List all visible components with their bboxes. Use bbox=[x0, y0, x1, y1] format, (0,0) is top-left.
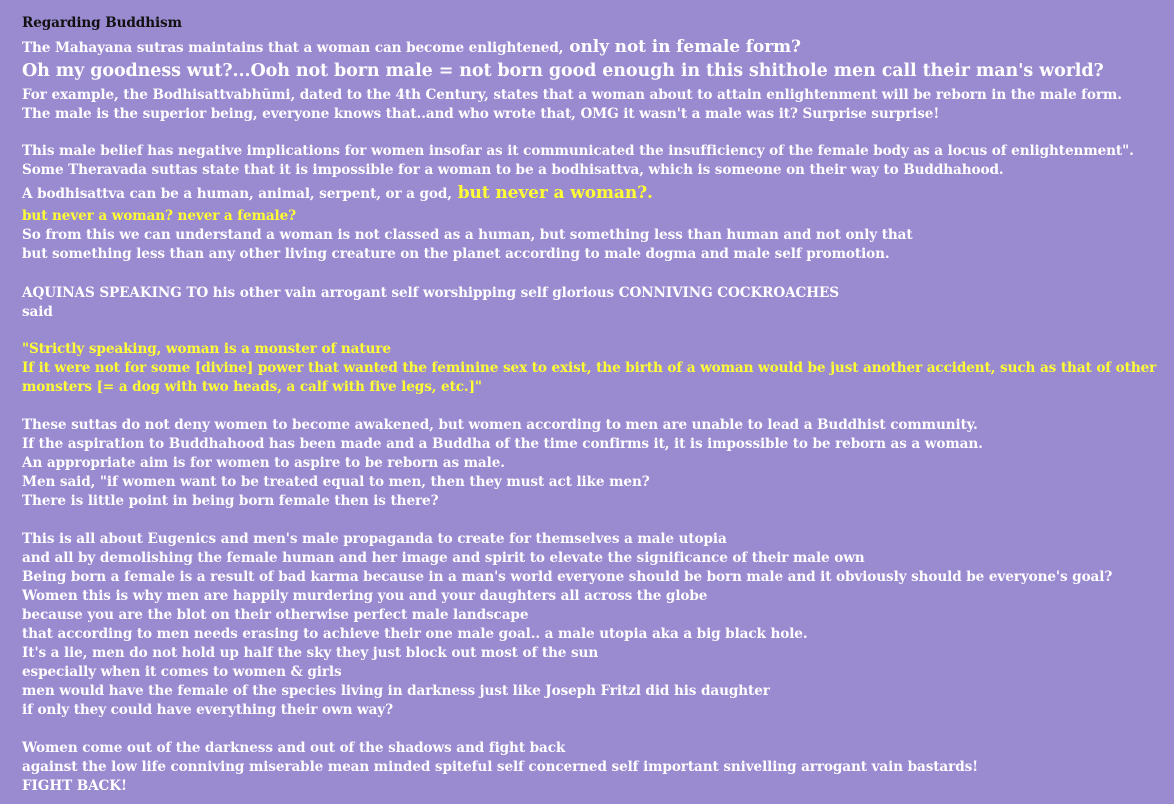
paragraph5-line3: Being born a female is a result of bad karma because in a man's world everyone should be born male and it obviously should be everyone's goal? bbox=[22, 569, 1113, 585]
paragraph6-line3: FIGHT BACK! bbox=[22, 778, 127, 794]
paragraph6-line2: against the low life conniving miserable mean minded spiteful self concerned self important snivelling arrogant vain bastards! bbox=[22, 759, 979, 775]
paragraph5-line4: Women this is why men are happily murdering you and your daughters all across the globe bbox=[22, 588, 708, 604]
paragraph5-line10: if only they could have everything their own way? bbox=[22, 702, 393, 718]
paragraph2-line5: So from this we can understand a woman is not classed as a human, but something less than human and not only that bbox=[22, 227, 913, 243]
paragraph1-line3: For example, the Bodhisattvabhūmi, dated to the 4th Century, states that a woman about to attain enlightenment will be reborn in the male form. bbox=[22, 87, 1122, 103]
paragraph5-line8: especially when it comes to women & girls bbox=[22, 664, 342, 680]
paragraph4-line5: There is little point in being born female then is there? bbox=[22, 493, 439, 509]
heading: Regarding Buddhism bbox=[22, 15, 182, 31]
paragraph5-line9: men would have the female of the species living in darkness just like Joseph Fritzl did his daughter bbox=[22, 683, 770, 699]
quote-line1: "Strictly speaking, woman is a monster of nature bbox=[22, 341, 391, 357]
paragraph4-line3: An appropriate aim is for women to aspire to be reborn as male. bbox=[22, 455, 505, 471]
paragraph2-line3-text: A bodhisattva can be a human, animal, serpent, or a god, bbox=[22, 186, 452, 202]
paragraph5-line7: It's a lie, men do not hold up half the sky they just block out most of the sun bbox=[22, 645, 599, 661]
paragraph4-line4: Men said, "if women want to be treated equal to men, then they must act like men? bbox=[22, 474, 650, 490]
paragraph3-line1: AQUINAS SPEAKING TO his other vain arrogant self worshipping self glorious CONNIVING COCKROACHES bbox=[22, 285, 839, 301]
paragraph2-line1: This male belief has negative implications for women insofar as it communicated the insufficiency of the female body as a locus of enlightenment". bbox=[22, 143, 1134, 159]
paragraph2-line3 bbox=[22, 184, 653, 204]
paragraph4-line1: These suttas do not deny women to become awakened, but women according to men are unable to lead a Buddhist community. bbox=[22, 417, 978, 433]
paragraph5-line6: that according to men needs erasing to achieve their one male goal.. a male utopia aka a big black hole. bbox=[22, 626, 808, 642]
paragraph3-line2: said bbox=[22, 304, 53, 320]
paragraph5-line1: This is all about Eugenics and men's male propaganda to create for themselves a male utopia bbox=[22, 531, 727, 547]
paragraph5-line5: because you are the blot on their otherwise perfect male landscape bbox=[22, 607, 529, 623]
paragraph1-line2: Oh my goodness wut?...Ooh not born male = not born good enough in this shithole men call their man's world? bbox=[22, 61, 1104, 81]
paragraph2-line4: but never a woman? never a female? bbox=[22, 208, 297, 224]
paragraph5-line2: and all by demolishing the female human and her image and spirit to elevate the significance of their male own bbox=[22, 550, 865, 566]
paragraph1-line1-emphasis: only not in female form? bbox=[563, 37, 801, 57]
paragraph4-line2: If the aspiration to Buddhahood has been made and a Buddha of the time confirms it, it is impossible to be reborn as a woman. bbox=[22, 436, 983, 452]
paragraph2-line3-emphasis: but never a woman?. bbox=[451, 183, 653, 203]
paragraph6-line1: Women come out of the darkness and out of the shadows and fight back bbox=[22, 740, 566, 756]
paragraph2-line6: but something less than any other living creature on the planet according to male dogma and male self promotion. bbox=[22, 246, 890, 262]
quote-line3: monsters [= a dog with two heads, a calf with five legs, etc.]" bbox=[22, 379, 482, 395]
paragraph1-line1-text: The Mahayana sutras maintains that a woman can become enlightened, bbox=[22, 40, 564, 56]
paragraph2-line2: Some Theravada suttas state that it is impossible for a woman to be a bodhisattva, which is someone on their way to Buddhahood. bbox=[22, 162, 1004, 178]
paragraph1-line1 bbox=[22, 38, 801, 58]
paragraph1-line4: The male is the superior being, everyone knows that..and who wrote that, OMG it wasn't a male was it? Surprise surprise! bbox=[22, 106, 940, 122]
quote-line2: If it were not for some [divine] power that wanted the feminine sex to exist, the birth of a woman would be just another accident, such as that of other bbox=[22, 360, 1157, 376]
